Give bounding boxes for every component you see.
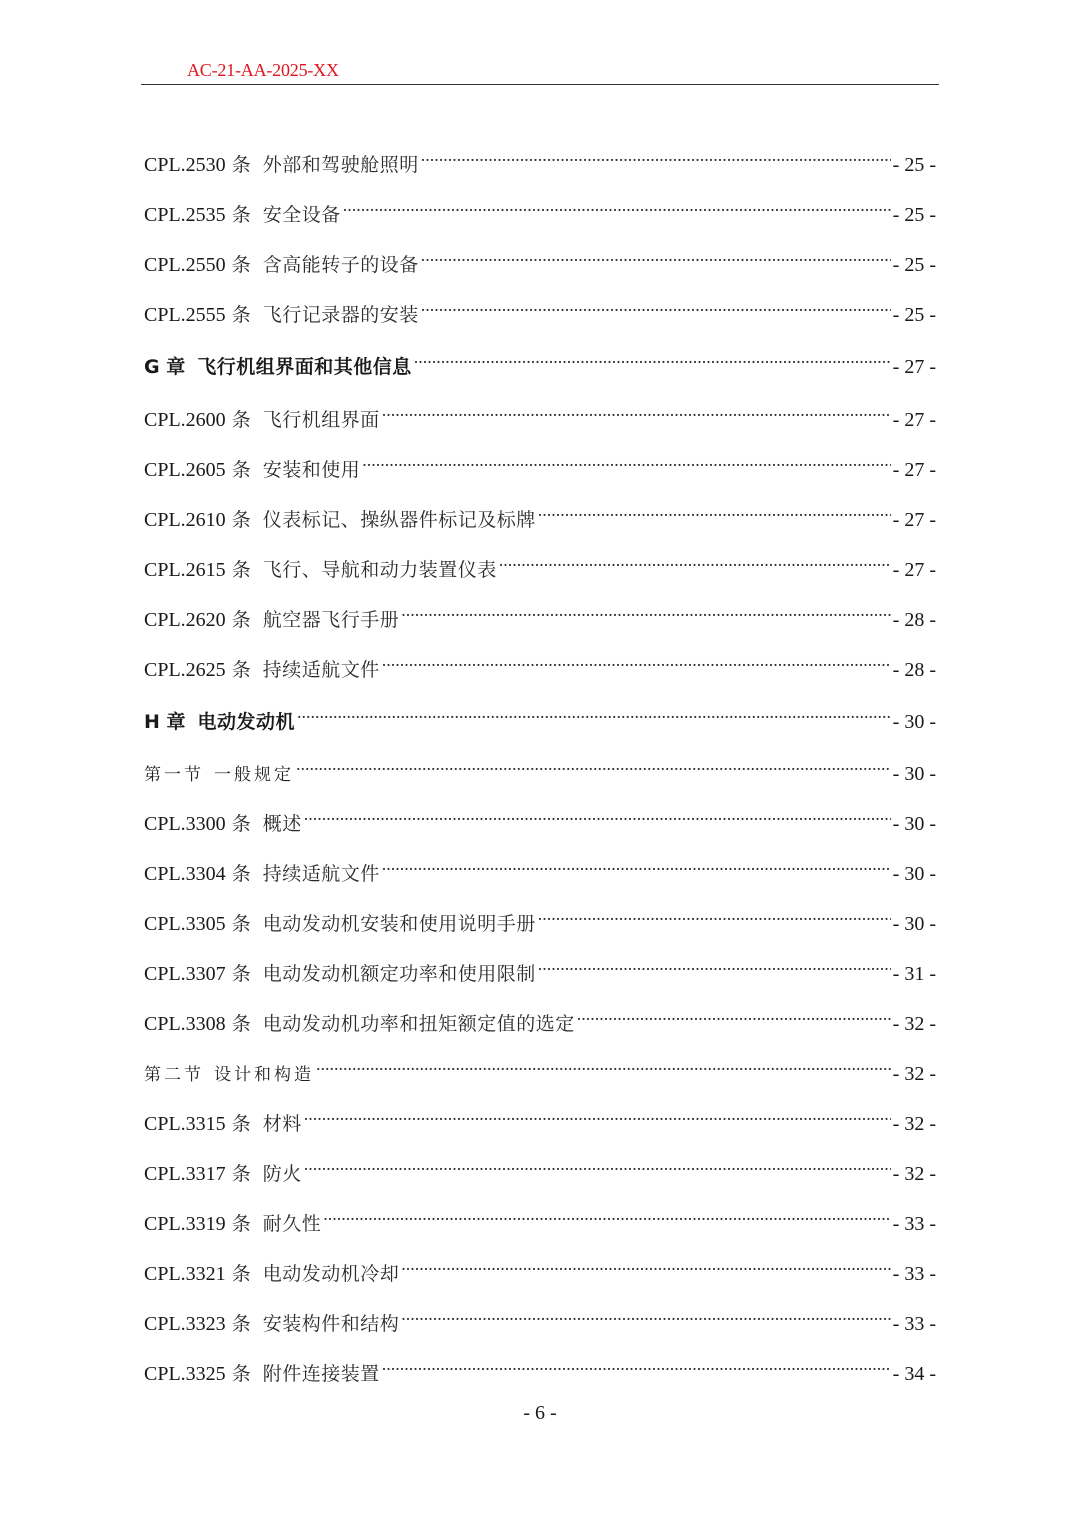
chapter-number: H 章 <box>144 711 186 733</box>
page-number: - 6 - <box>523 1402 557 1424</box>
entry-tiao: 条 <box>231 509 251 531</box>
entry-page: - 32 - <box>892 1013 936 1035</box>
entry-number: CPL.3305 <box>144 913 226 935</box>
entry-tiao: 条 <box>231 609 251 631</box>
toc-entry[interactable] <box>144 1300 936 1335</box>
entry-title: 电动发动机额定功率和使用限制 <box>262 963 536 985</box>
entry-page: - 25 - <box>892 204 936 226</box>
entry-title: 含高能转子的设备 <box>262 254 419 276</box>
dot-leader <box>401 1300 890 1330</box>
entry-page: - 33 - <box>892 1313 936 1335</box>
entry-page: - 27 - <box>892 559 936 581</box>
toc-entry[interactable] <box>144 496 936 531</box>
toc-chapter-entry[interactable] <box>144 343 936 378</box>
toc-entry[interactable] <box>144 241 936 276</box>
section-number: 第一节 <box>144 765 204 785</box>
entry-tiao: 条 <box>231 559 251 581</box>
entry-tiao: 条 <box>231 659 251 681</box>
entry-title: 概述 <box>262 813 302 835</box>
dot-leader <box>401 1250 890 1280</box>
toc-chapter-entry[interactable] <box>144 698 936 733</box>
entry-number: CPL.2610 <box>144 509 226 531</box>
entry-page: - 25 - <box>892 154 936 176</box>
entry-page: - 25 - <box>892 304 936 326</box>
entry-tiao: 条 <box>231 963 251 985</box>
dot-leader <box>304 1100 891 1130</box>
entry-tiao: 条 <box>231 1263 251 1285</box>
entry-title: 安装构件和结构 <box>262 1313 400 1335</box>
entry-tiao: 条 <box>231 254 251 276</box>
dot-leader <box>421 291 891 321</box>
toc-entry[interactable] <box>144 800 936 835</box>
entry-number: CPL.2550 <box>144 254 226 276</box>
dot-leader <box>382 1350 891 1380</box>
entry-title: 耐久性 <box>262 1213 322 1235</box>
entry-title: 安全设备 <box>262 204 341 226</box>
dot-leader <box>382 396 891 426</box>
entry-title: 飞行机组界面 <box>262 409 380 431</box>
entry-number: CPL.2620 <box>144 609 226 631</box>
entry-number: CPL.3300 <box>144 813 226 835</box>
header-divider <box>141 84 939 85</box>
entry-number: CPL.2605 <box>144 459 226 481</box>
entry-number: CPL.3323 <box>144 1313 226 1335</box>
toc-entry[interactable] <box>144 1200 936 1235</box>
entry-title: 外部和驾驶舱照明 <box>262 154 419 176</box>
entry-number: CPL.3307 <box>144 963 226 985</box>
entry-page: - 33 - <box>892 1263 936 1285</box>
dot-leader <box>297 698 891 728</box>
entry-title: 飞行、导航和动力装置仪表 <box>262 559 497 581</box>
entry-title: 飞行记录器的安装 <box>262 304 419 326</box>
entry-number: CPL.2600 <box>144 409 226 431</box>
section-title: 一般规定 <box>214 765 294 785</box>
entry-number: CPL.2615 <box>144 559 226 581</box>
entry-title: 附件连接装置 <box>262 1363 380 1385</box>
toc-entry[interactable] <box>144 596 936 631</box>
entry-title: 仪表标记、操纵器件标记及标牌 <box>262 509 536 531</box>
entry-page: - 30 - <box>892 763 936 785</box>
entry-title: 电动发动机冷却 <box>262 1263 400 1285</box>
section-title: 设计和构造 <box>214 1065 314 1085</box>
toc-entry[interactable] <box>144 141 936 176</box>
entry-number: CPL.3325 <box>144 1363 226 1385</box>
entry-page: - 30 - <box>892 711 936 733</box>
entry-page: - 33 - <box>892 1213 936 1235</box>
toc-entry[interactable] <box>144 1000 936 1035</box>
toc-entry[interactable] <box>144 446 936 481</box>
chapter-title: 飞行机组界面和其他信息 <box>197 356 412 378</box>
entry-page: - 30 - <box>892 913 936 935</box>
entry-number: CPL.2535 <box>144 204 226 226</box>
dot-leader <box>382 850 891 880</box>
toc-section-entry[interactable] <box>144 1050 936 1085</box>
toc-entry[interactable] <box>144 1150 936 1185</box>
entry-number: CPL.2530 <box>144 154 226 176</box>
toc-entry[interactable] <box>144 396 936 431</box>
toc-entry[interactable] <box>144 1100 936 1135</box>
entry-tiao: 条 <box>231 1163 251 1185</box>
entry-tiao: 条 <box>231 409 251 431</box>
toc-entry[interactable] <box>144 546 936 581</box>
entry-number: CPL.3321 <box>144 1263 226 1285</box>
document-code: AC-21-AA-2025-XX <box>187 60 339 80</box>
toc-entry[interactable] <box>144 1250 936 1285</box>
dot-leader <box>414 343 891 373</box>
toc-entry[interactable] <box>144 950 936 985</box>
entry-tiao: 条 <box>231 204 251 226</box>
entry-page: - 27 - <box>892 459 936 481</box>
entry-tiao: 条 <box>231 1363 251 1385</box>
entry-number: CPL.3319 <box>144 1213 226 1235</box>
entry-title: 安装和使用 <box>262 459 361 481</box>
entry-page: - 27 - <box>892 409 936 431</box>
dot-leader <box>304 800 891 830</box>
entry-page: - 28 - <box>892 609 936 631</box>
toc-entry[interactable] <box>144 1350 936 1385</box>
dot-leader <box>343 191 891 221</box>
entry-number: CPL.3304 <box>144 863 226 885</box>
entry-title: 电动发动机功率和扭矩额定值的选定 <box>262 1013 575 1035</box>
entry-tiao: 条 <box>231 1313 251 1335</box>
entry-title: 防火 <box>262 1163 302 1185</box>
entry-tiao: 条 <box>231 913 251 935</box>
entry-title: 电动发动机安装和使用说明手册 <box>262 913 536 935</box>
dot-leader <box>499 546 891 576</box>
dot-leader <box>296 750 891 780</box>
entry-tiao: 条 <box>231 1113 251 1135</box>
entry-number: CPL.2555 <box>144 304 226 326</box>
chapter-number: G 章 <box>144 356 186 378</box>
entry-page: - 31 - <box>892 963 936 985</box>
toc-entry[interactable] <box>144 646 936 681</box>
dot-leader <box>316 1050 891 1080</box>
entry-page: - 28 - <box>892 659 936 681</box>
toc-section-entry[interactable] <box>144 750 936 785</box>
entry-tiao: 条 <box>231 1013 251 1035</box>
entry-tiao: 条 <box>231 304 251 326</box>
toc-entry[interactable] <box>144 850 936 885</box>
dot-leader <box>577 1000 891 1030</box>
toc-entry[interactable] <box>144 900 936 935</box>
dot-leader <box>362 446 890 476</box>
entry-page: - 32 - <box>892 1163 936 1185</box>
dot-leader <box>421 141 891 171</box>
dot-leader <box>538 900 891 930</box>
entry-page: - 30 - <box>892 863 936 885</box>
entry-page: - 32 - <box>892 1063 936 1085</box>
entry-title: 持续适航文件 <box>262 659 380 681</box>
entry-number: CPL.3317 <box>144 1163 226 1185</box>
dot-leader <box>382 646 891 676</box>
chapter-title: 电动发动机 <box>197 711 296 733</box>
toc-entry[interactable] <box>144 291 936 326</box>
dot-leader <box>538 496 891 526</box>
entry-number: CPL.2625 <box>144 659 226 681</box>
entry-tiao: 条 <box>231 813 251 835</box>
entry-page: - 27 - <box>892 509 936 531</box>
entry-page: - 32 - <box>892 1113 936 1135</box>
dot-leader <box>323 1200 890 1230</box>
entry-title: 航空器飞行手册 <box>262 609 400 631</box>
entry-page: - 34 - <box>892 1363 936 1385</box>
entry-number: CPL.3315 <box>144 1113 226 1135</box>
dot-leader <box>401 596 890 626</box>
entry-page: - 30 - <box>892 813 936 835</box>
entry-title: 材料 <box>262 1113 302 1135</box>
entry-title: 持续适航文件 <box>262 863 380 885</box>
entry-tiao: 条 <box>231 459 251 481</box>
dot-leader <box>538 950 891 980</box>
entry-tiao: 条 <box>231 154 251 176</box>
dot-leader <box>421 241 891 271</box>
dot-leader <box>304 1150 891 1180</box>
entry-page: - 27 - <box>892 356 936 378</box>
section-number: 第二节 <box>144 1065 204 1085</box>
entry-tiao: 条 <box>231 863 251 885</box>
entry-number: CPL.3308 <box>144 1013 226 1035</box>
entry-page: - 25 - <box>892 254 936 276</box>
toc-entry[interactable] <box>144 191 936 226</box>
entry-tiao: 条 <box>231 1213 251 1235</box>
